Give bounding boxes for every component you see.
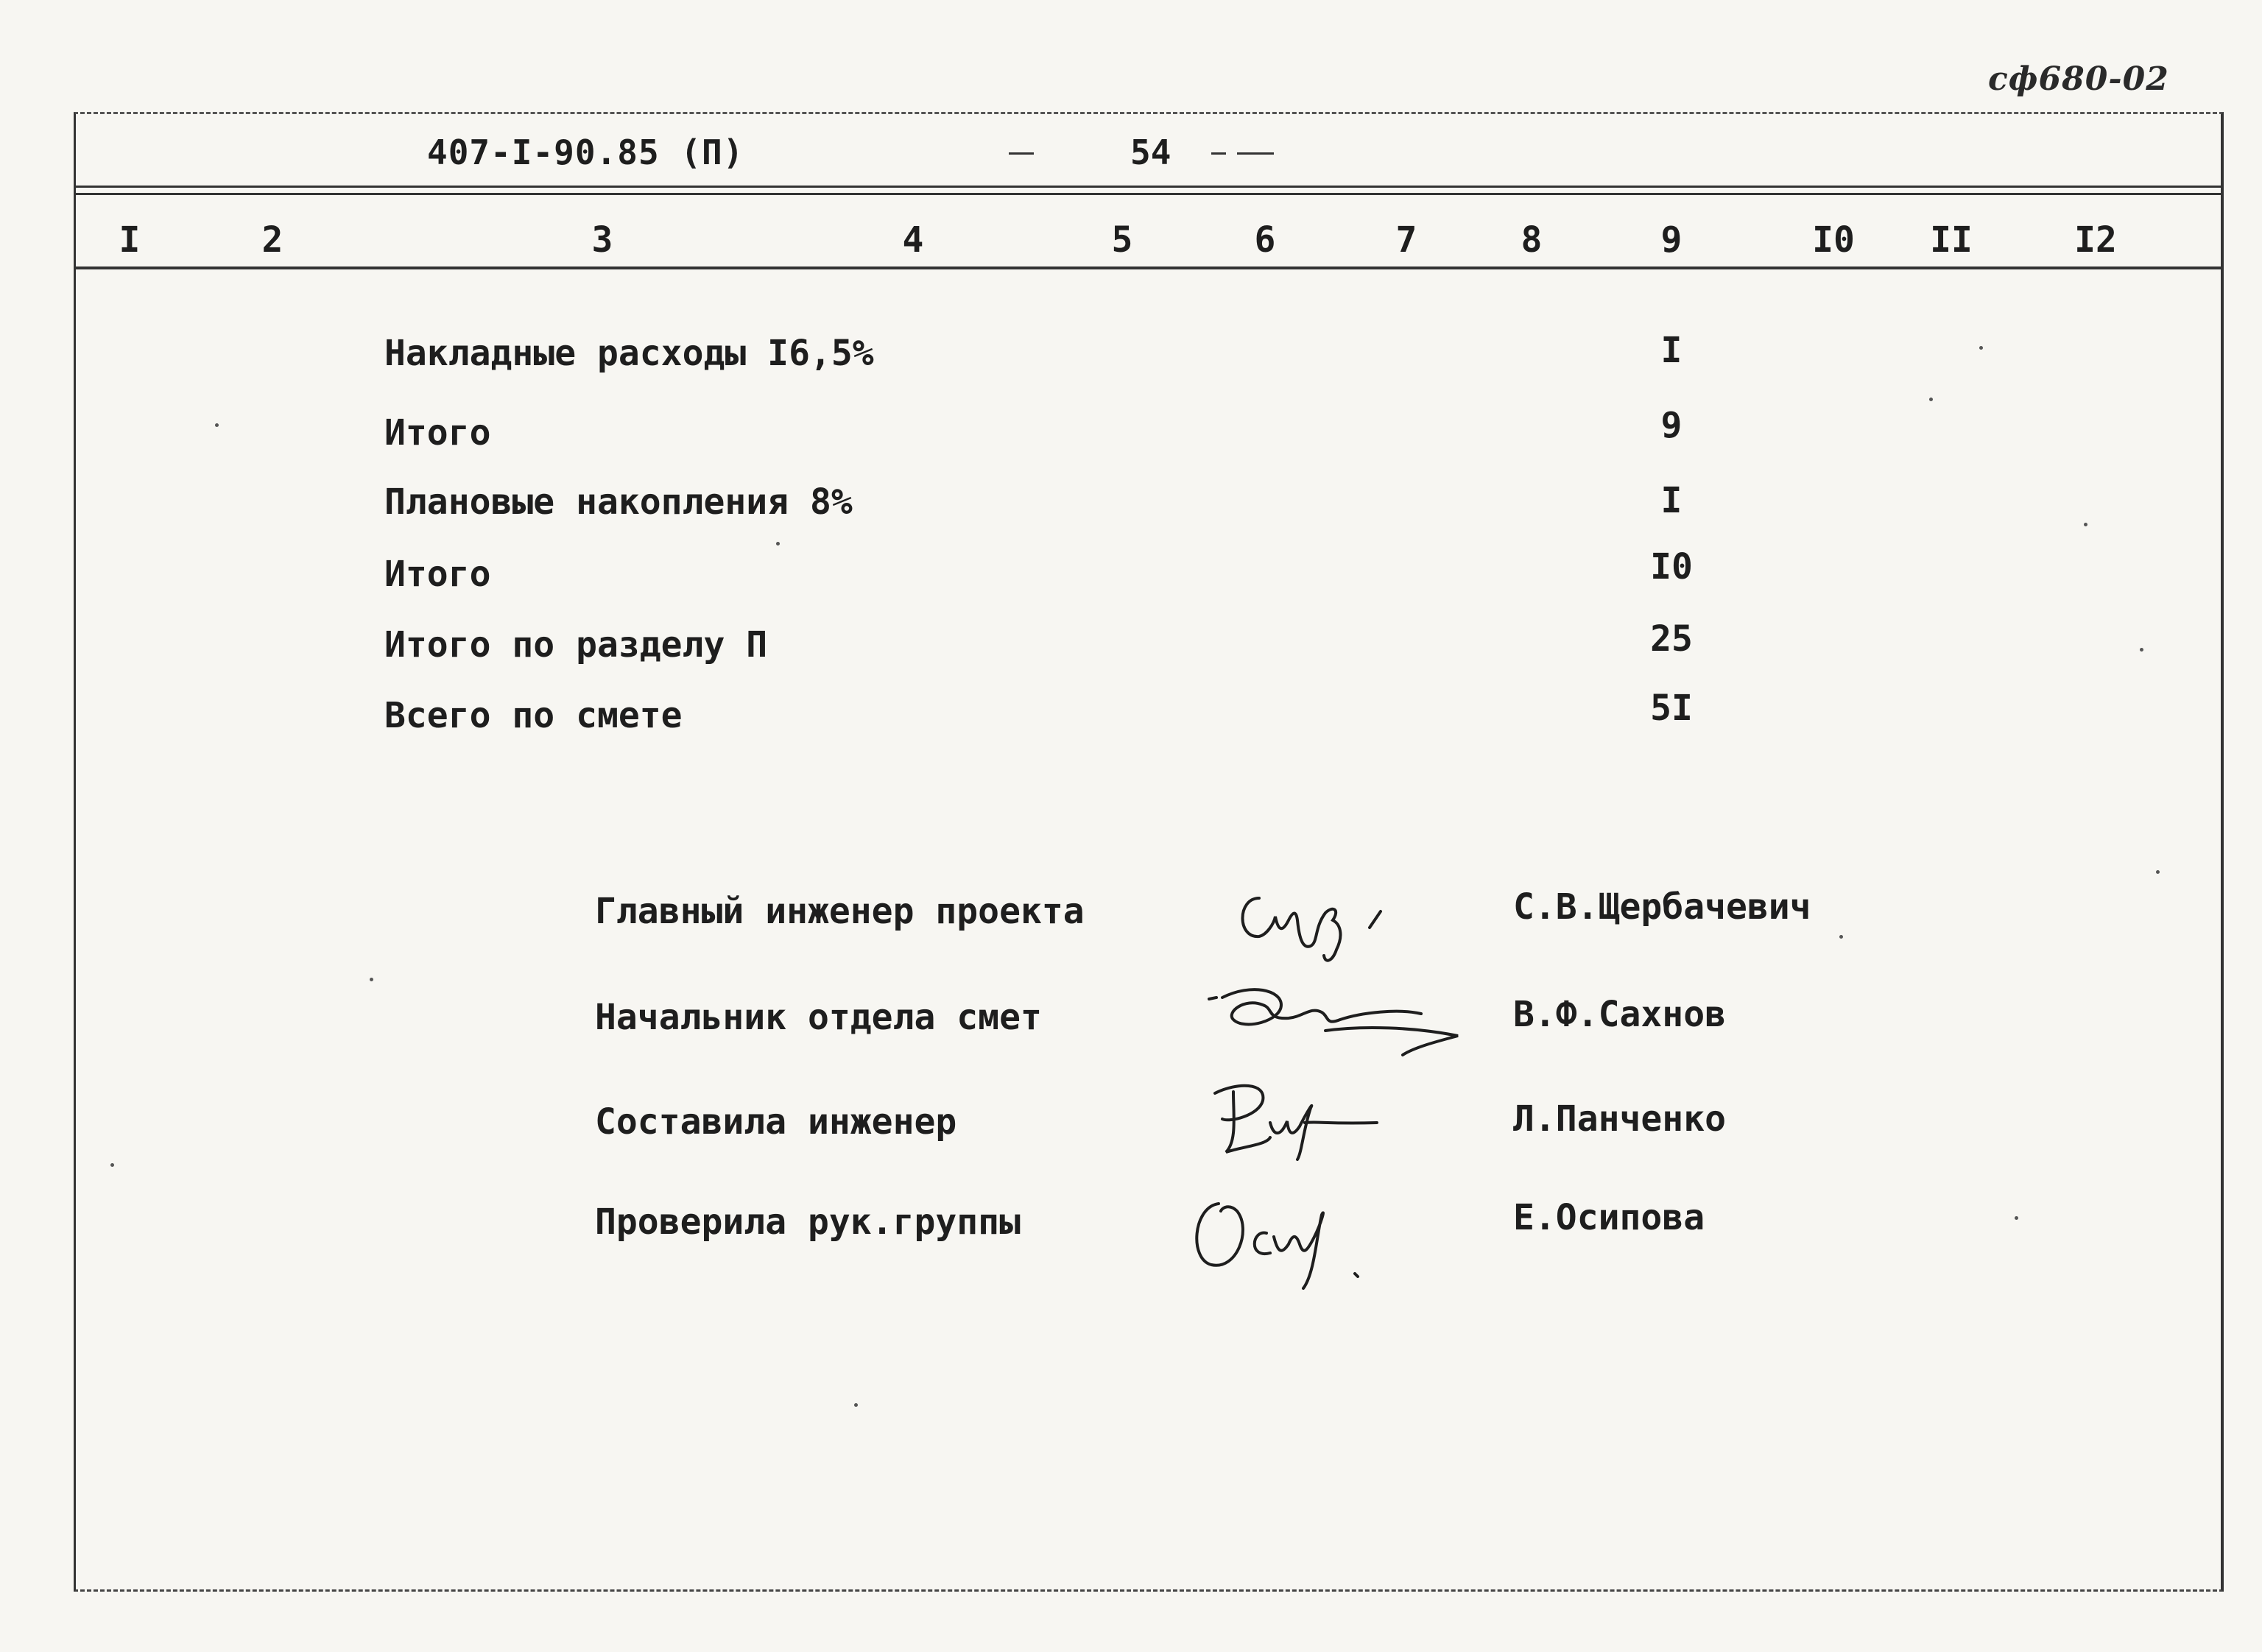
scan-speck: [370, 978, 373, 981]
signature-name: С.В.Щербачевич: [1513, 886, 1811, 928]
signature-name: Л.Панченко: [1513, 1098, 1726, 1140]
sheet-number: 54: [1130, 133, 1171, 172]
handwritten-signature-4: [1178, 1171, 1399, 1303]
header-dash: [1009, 152, 1034, 155]
column-number: 8: [1521, 219, 1543, 261]
scan-speck: [2015, 1216, 2018, 1220]
row-value: I: [1660, 480, 1683, 521]
header-rule-top: [74, 186, 2224, 188]
scan-speck: [2140, 648, 2143, 652]
scan-speck: [776, 542, 780, 546]
signature-role: Начальник отдела смет: [595, 997, 1042, 1038]
scan-speck: [1839, 935, 1843, 939]
row-value: I: [1660, 330, 1683, 371]
column-number: 9: [1660, 219, 1683, 261]
row-label: Всего по смете: [384, 695, 683, 736]
scan-speck: [854, 1403, 858, 1407]
handwritten-signature-1: [1215, 869, 1436, 979]
scan-speck: [1929, 398, 1933, 401]
row-label: Итого: [384, 412, 491, 453]
row-value: I0: [1650, 546, 1693, 587]
row-value: 5I: [1650, 688, 1693, 729]
column-number: 5: [1111, 219, 1133, 261]
scan-speck: [110, 1163, 114, 1167]
document-code: 407-I-90.85 (П): [427, 133, 744, 172]
scan-speck: [1979, 346, 1983, 350]
column-number: 4: [902, 219, 924, 261]
scan-speck: [2156, 870, 2160, 874]
column-number: I0: [1812, 219, 1855, 261]
signature-role: Составила инженер: [595, 1101, 957, 1143]
signature-name: Е.Осипова: [1513, 1197, 1705, 1238]
signature-role: Главный инженер проекта: [595, 891, 1085, 932]
handwritten-signature-3: [1200, 1071, 1406, 1167]
row-label: Итого: [384, 554, 491, 595]
column-number: II: [1930, 219, 1973, 261]
scan-speck: [215, 423, 219, 427]
row-label: Плановые накопления 8%: [384, 481, 853, 523]
corner-stamp: сф680-02: [1988, 60, 2169, 98]
column-number: 2: [261, 219, 283, 261]
handwritten-signature-2: [1193, 968, 1502, 1064]
column-number: 3: [591, 219, 613, 261]
header-dash: [1211, 152, 1226, 155]
header-rule-bottom: [74, 193, 2224, 195]
signature-role: Проверила рук.группы: [595, 1201, 1021, 1243]
column-number: I2: [2074, 219, 2117, 261]
header-dash: [1237, 152, 1274, 155]
row-label: Накладные расходы I6,5%: [384, 333, 874, 374]
column-number: I: [119, 219, 141, 261]
row-value: 25: [1650, 618, 1693, 660]
row-value: 9: [1660, 405, 1683, 446]
signature-name: В.Ф.Сахнов: [1513, 994, 1726, 1035]
column-header-rule: [74, 266, 2224, 269]
column-number: 7: [1395, 219, 1417, 261]
row-label: Итого по разделу П: [384, 624, 768, 666]
column-number: 6: [1254, 219, 1276, 261]
scan-speck: [2084, 523, 2087, 526]
